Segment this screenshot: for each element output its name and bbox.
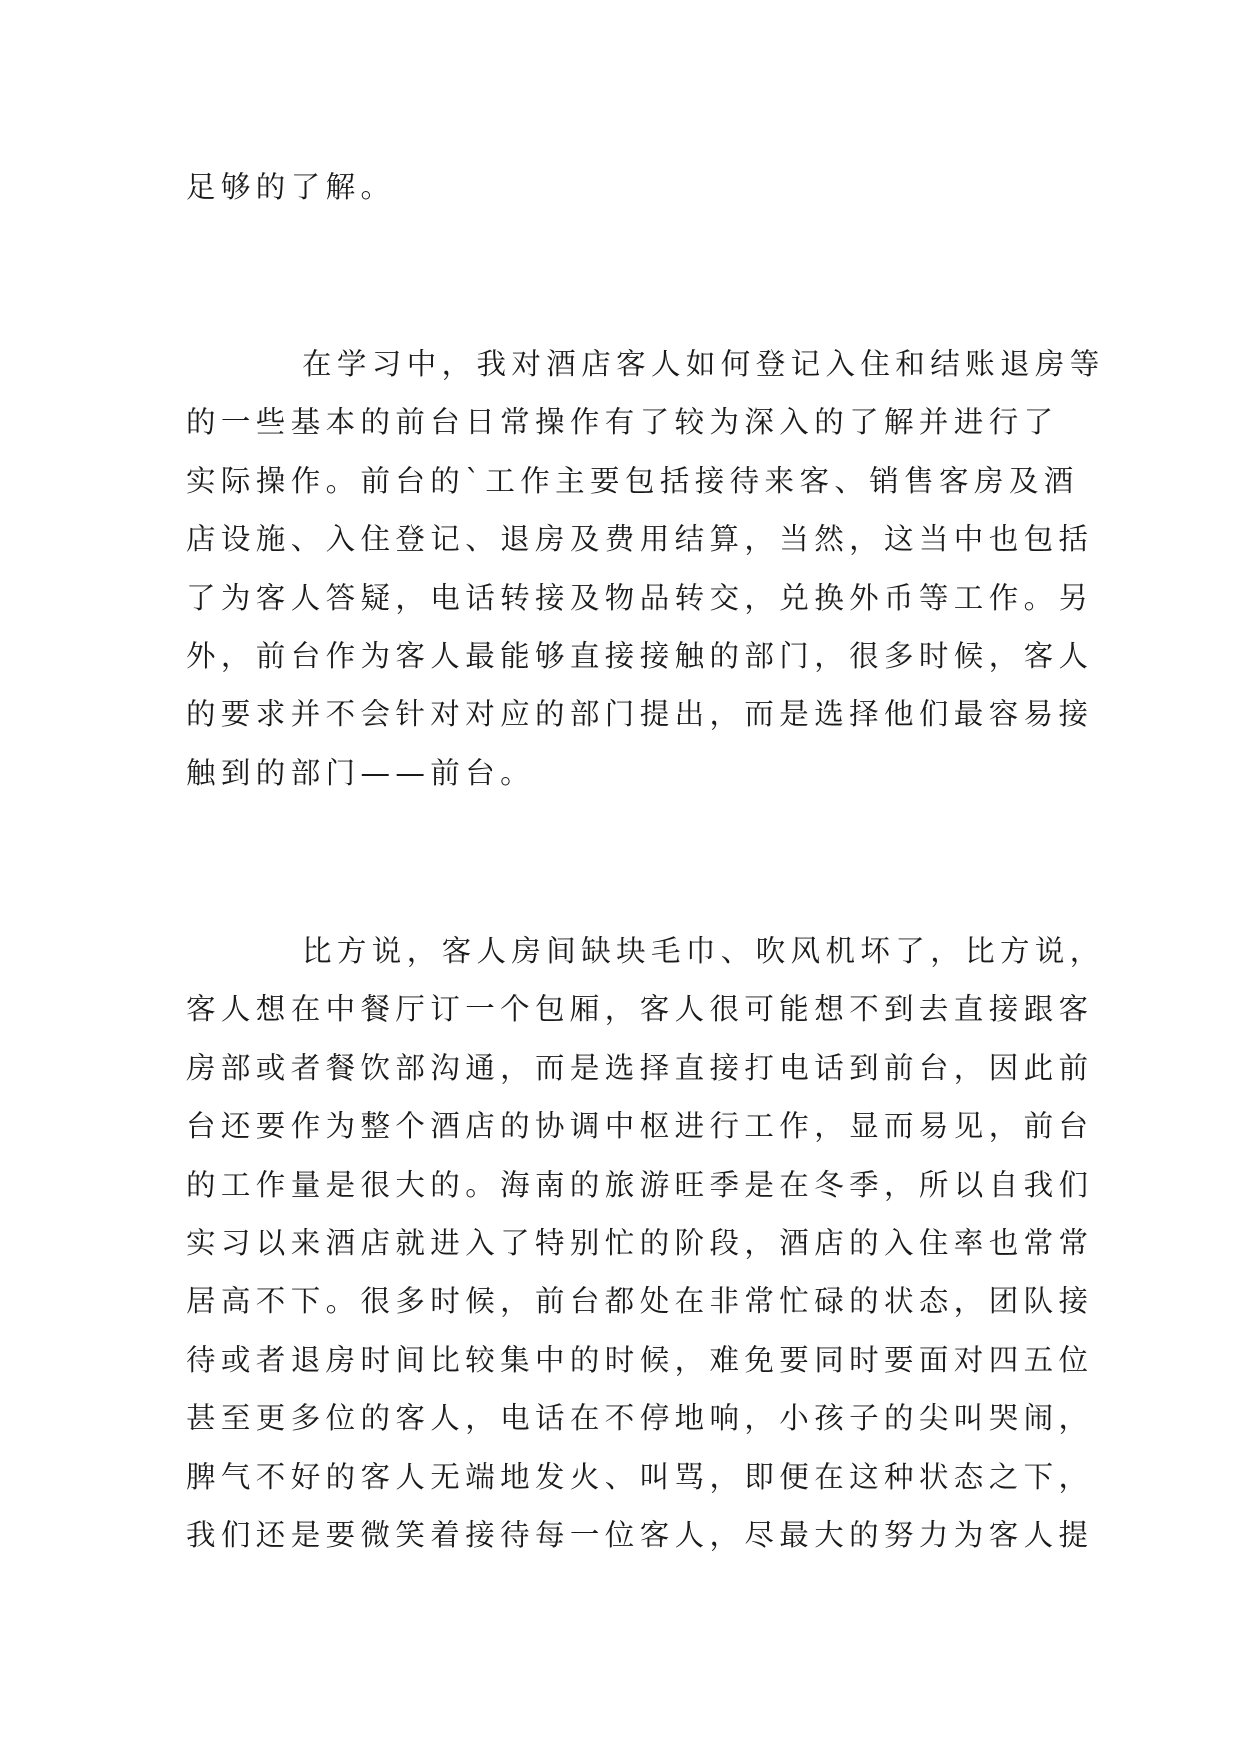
text-line: 外，前台作为客人最能够直接接触的部门，很多时候，客人: [186, 638, 1094, 673]
text-line: 居高不下。很多时候，前台都处在非常忙碌的状态，团队接: [186, 1284, 1094, 1319]
text-line: 触到的部门——前台。: [186, 755, 536, 790]
text-line: 的工作量是很大的。海南的旅游旺季是在冬季，所以自我们: [186, 1167, 1094, 1202]
text-line: 待或者退房时间比较集中的时候，难免要同时要面对四五位: [186, 1342, 1094, 1377]
text-line: 甚至更多位的客人，电话在不停地响，小孩子的尖叫哭闹，: [186, 1401, 1094, 1436]
text-line: 了为客人答疑，电话转接及物品转交，兑换外币等工作。另: [186, 580, 1094, 615]
text-line: 实际操作。前台的`工作主要包括接待来客、销售客房及酒: [186, 463, 1079, 498]
text-line: 脾气不好的客人无端地发火、叫骂，即便在这种状态之下，: [186, 1459, 1094, 1494]
text-line: 我们还是要微笑着接待每一位客人，尽最大的努力为客人提: [186, 1517, 1094, 1552]
text-line: 实习以来酒店就进入了特别忙的阶段，酒店的入住率也常常: [186, 1225, 1094, 1260]
text-line: 的一些基本的前台日常操作有了较为深入的了解并进行了: [186, 405, 1059, 440]
text-line: 的要求并不会针对对应的部门提出，而是选择他们最容易接: [186, 697, 1094, 732]
text-line: 客人想在中餐厅订一个包厢，客人很可能想不到去直接跟客: [186, 992, 1094, 1027]
paragraph-front-desk-duties: [186, 335, 1105, 802]
text-line: 足够的了解。: [186, 170, 396, 204]
text-line: 台还要作为整个酒店的协调中枢进行工作，显而易见，前台: [186, 1109, 1094, 1144]
text-line: 店设施、入住登记、退房及费用结算，当然，这当中也包括: [186, 522, 1094, 557]
paragraph-examples: [186, 922, 1105, 1564]
text-line: 房部或者餐饮部沟通，而是选择直接打电话到前台，因此前: [186, 1050, 1094, 1085]
text-line: 在学习中，我对酒店客人如何登记入住和结账退房等: [302, 347, 1105, 381]
text-line: 比方说，客人房间缺块毛巾、吹风机坏了，比方说，: [302, 934, 1105, 968]
paragraph-continuation: [186, 158, 1056, 216]
